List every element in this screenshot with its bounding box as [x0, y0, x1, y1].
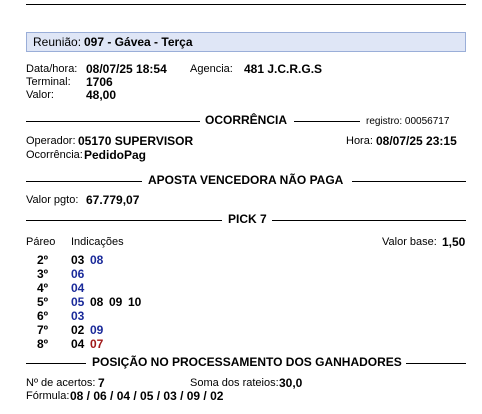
- agencia-value: 481 J.C.R.G.S: [244, 62, 323, 76]
- meeting-value: 097 - Gávea - Terça: [84, 35, 193, 49]
- indicacao-number: 07: [90, 337, 104, 351]
- indicacao-number: 10: [128, 295, 142, 309]
- aposta-title: APOSTA VENCEDORA NÃO PAGA: [148, 173, 344, 187]
- pareo-number: 7º: [37, 323, 49, 337]
- pareo-number: 2º: [37, 253, 49, 267]
- operador-label: Operador:: [26, 135, 76, 147]
- pareo-number: 4º: [37, 281, 49, 295]
- acertos-label: Nº de acertos:: [26, 377, 96, 389]
- valor-pgto-label: Valor pgto:: [26, 194, 79, 206]
- pareo-number: 8º: [37, 337, 49, 351]
- indicacao-number: 04: [71, 281, 85, 295]
- registro-number: registro: 00056717: [366, 116, 450, 127]
- datahora-label: Data/hora:: [26, 63, 78, 75]
- valor-base-value: 1,50: [442, 235, 466, 249]
- indicacao-number: 09: [90, 323, 104, 337]
- pick-divider-left: [26, 220, 222, 221]
- terminal-value: 1706: [86, 75, 113, 89]
- posicao-divider-left: [26, 363, 86, 364]
- aposta-divider-right: [352, 181, 466, 182]
- valor-pgto-value: 67.779,07: [86, 193, 140, 207]
- aposta-divider-left: [26, 181, 142, 182]
- valor-value: 48,00: [86, 88, 117, 102]
- ocorrencia-title: OCORRÊNCIA: [205, 113, 288, 127]
- pick-divider-right: [272, 220, 466, 221]
- operador-value: 05170 SUPERVISOR: [78, 134, 194, 148]
- ocorrencia-divider-right: [294, 121, 360, 122]
- indicacao-number: 02: [71, 323, 85, 337]
- posicao-title: POSIÇÃO NO PROCESSAMENTO DOS GANHADORES: [92, 355, 402, 369]
- ocorrencia-divider-left: [26, 121, 200, 122]
- posicao-divider-right: [406, 363, 466, 364]
- datahora-value: 08/07/25 18:54: [86, 62, 167, 76]
- indicacao-number: 08: [90, 253, 104, 267]
- formula-label: Fórmula:: [26, 390, 70, 402]
- pick-title: PICK 7: [228, 212, 267, 226]
- indicacao-number: 06: [71, 267, 85, 281]
- meeting-label: Reunião:: [33, 35, 82, 49]
- ocorrencia-value: PedidoPag: [84, 148, 147, 162]
- pareo-number: 6º: [37, 309, 49, 323]
- formula-value: 08 / 06 / 04 / 05 / 03 / 09 / 02: [70, 389, 224, 403]
- indicacao-number: 03: [71, 253, 85, 267]
- rateios-value: 30,0: [279, 376, 303, 390]
- agencia-label: Agencia:: [190, 63, 233, 75]
- indicacao-number: 03: [71, 309, 85, 323]
- acertos-value: 7: [98, 376, 105, 390]
- meeting-header: [26, 32, 466, 52]
- indicacoes-column-header: Indicações: [71, 236, 124, 248]
- top-divider: [26, 4, 466, 5]
- indicacao-number: 09: [109, 295, 123, 309]
- hora-label: Hora:: [346, 135, 373, 147]
- indicacao-number: 08: [90, 295, 104, 309]
- pareo-number: 3º: [37, 267, 49, 281]
- indicacao-number: 04: [71, 337, 85, 351]
- hora-value: 08/07/25 23:15: [376, 134, 457, 148]
- indicacao-number: 05: [71, 295, 85, 309]
- terminal-label: Terminal:: [26, 76, 71, 88]
- ocorrencia-label: Ocorrência:: [26, 149, 83, 161]
- valor-base-label: Valor base:: [382, 236, 437, 248]
- rateios-label: Soma dos rateios:: [190, 377, 279, 389]
- valor-label: Valor:: [26, 89, 54, 101]
- pareo-column-header: Páreo: [26, 236, 56, 248]
- pareo-number: 5º: [37, 295, 49, 309]
